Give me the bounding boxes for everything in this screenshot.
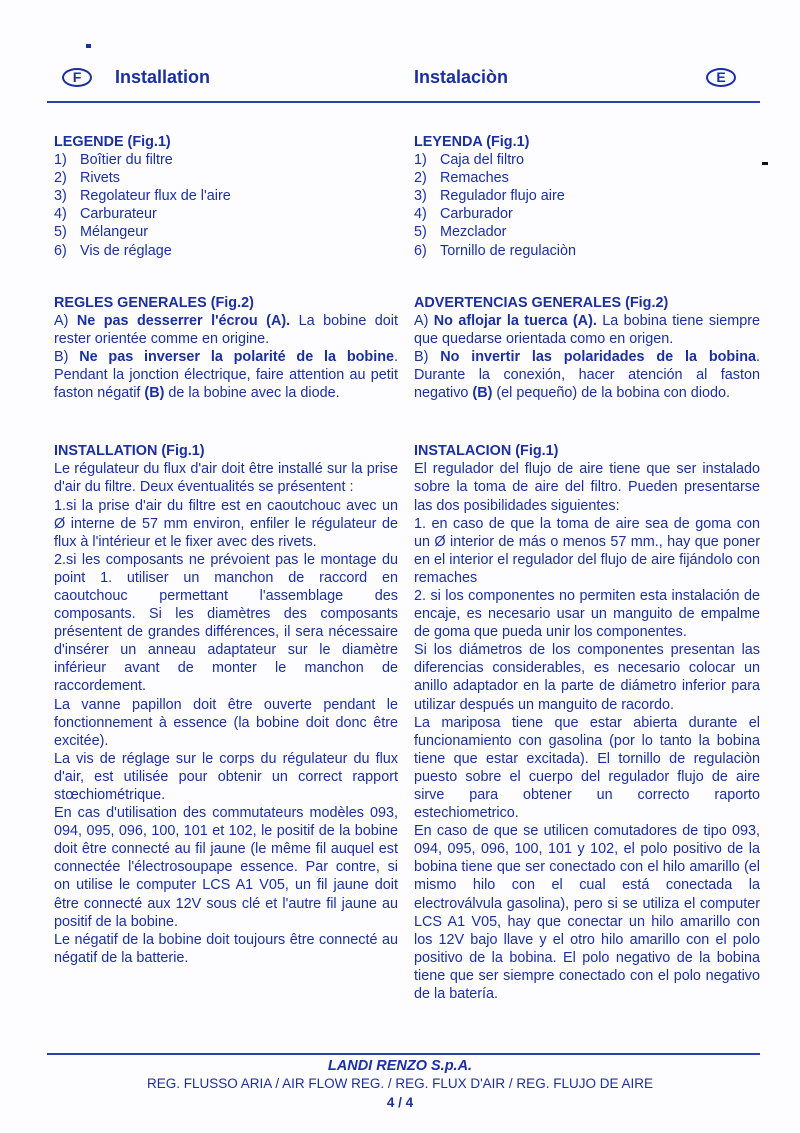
install-paragraph: Le négatif de la bobine doit toujours être connecté au négatif de la batterie. bbox=[54, 931, 398, 966]
install-title-es: INSTALACION (Fig.1) bbox=[414, 443, 559, 460]
legend-item: 6) Tornillo de regulaciòn bbox=[414, 242, 576, 259]
rules-title-fr: REGLES GENERALES (Fig.2) bbox=[54, 294, 254, 311]
install-paragraph: En cas d'utilisation des commutateurs modèles 093, 094, 095, 096, 100, 101 et 102, le positif de la bobine doit être connecté au fil jaune (le même fil auquel est connectée l'électrosoupape essence. Par contre, si on utilise le computer LCS A1 V05, un fil jaune doit être connecté aux 12V sous clé et l'autre fil jaune au positif de la bobine. bbox=[54, 805, 398, 930]
lang-badge-fr: F bbox=[62, 68, 92, 87]
legend-title-fr: LEGENDE (Fig.1) bbox=[54, 134, 171, 150]
legend-list-fr bbox=[54, 151, 398, 260]
legend-item: 3) Regulador flujo aire bbox=[414, 188, 565, 205]
install-paragraph: 1. en caso de que la toma de aire sea de goma con un Ø interior de más o menos 57 mm., hay que poner en el interior el regulador del flujo de aire fijándolo con remaches bbox=[414, 515, 760, 586]
install-paragraph: El regulador del flujo de aire tiene que ser instalado sobre la toma de aire del filtro. Pueden presentarse las dos posibilidades siguientes: bbox=[414, 461, 760, 514]
install-paragraph: La mariposa tiene que estar abierta durante el funcionamiento con gasolina (por lo tanto la bobina tiene que estar excitada). El tornillo de regulaciòn puesto sobre el cuerpo del regulador flujo de aire sirve para obtener un correcto raporto estechiometrico. bbox=[414, 714, 760, 822]
legend-item: 4) Carburateur bbox=[54, 206, 157, 223]
legend-item: 2) Remaches bbox=[414, 170, 509, 187]
install-title-fr: INSTALLATION (Fig.1) bbox=[54, 443, 205, 460]
install-paragraph: Le régulateur du flux d'air doit être installé sur la prise d'air du filtre. Deux éventualités se présentent : bbox=[54, 461, 398, 496]
legend-title-es: LEYENDA (Fig.1) bbox=[414, 134, 530, 150]
show-through bbox=[250, 70, 400, 90]
legend-item: 6) Vis de réglage bbox=[54, 242, 172, 259]
legend-item: 4) Carburador bbox=[414, 206, 513, 223]
header-divider bbox=[47, 101, 760, 103]
install-paragraph: Si los diámetros de los componentes presentan las diferencias considerables, es necesario colocar un anillo adaptador en la parte de diámetro inferior para utilizar después un manguito de racordo. bbox=[414, 642, 760, 713]
ink-mark bbox=[762, 162, 768, 165]
legend-item: 1) Caja del filtro bbox=[414, 152, 524, 169]
page-number: 4 / 4 bbox=[386, 1095, 414, 1110]
legend-item: 1) Boîtier du filtre bbox=[54, 152, 173, 169]
section-title-fr: Installation bbox=[115, 67, 211, 87]
rule-a-es: A) No aflojar la tuerca (A). La bobina tiene siempre que quedarse orientada como en origen. bbox=[414, 312, 761, 347]
rule-a-fr: A) Ne pas desserrer l'écrou (A). La bobine doit rester orientée comme en origine. bbox=[54, 312, 398, 347]
company-name: LANDI RENZO S.p.A. bbox=[327, 1058, 473, 1074]
rule-b-fr: B) Ne pas inverser la polarité de la bobine. Pendant la jonction électrique, faire attention au petit faston négatif (B) de la bobine avec la diode. bbox=[54, 348, 398, 402]
column-french bbox=[54, 128, 398, 967]
install-paragraph: En caso de que se utilicen comutadores de tipo 093, 094, 095, 096, 100, 101 y 102, el polo positivo de la bobina tiene que ser conectado con el hilo amarillo (el mismo hilo con el cual está conectada la electroválvula gasolina), pero si se utiliza el computer LCS A1 V05, hay que conectar un hilo amarillo con los 12V bajo llave y el otro hilo amarillo con el polo positivo de la bobina. El polo negativo de la bobina tiene que ser siempre conectado con el polo negativo de la batería. bbox=[414, 823, 760, 1003]
legend-item: 5) Mezclador bbox=[414, 224, 507, 241]
install-paragraph: La vis de réglage sur le corps du régulateur du flux d'air, est utilisée pour obtenir un correct rapport stœchiométrique. bbox=[54, 750, 398, 803]
legend-item: 5) Mélangeur bbox=[54, 224, 148, 241]
ink-dot bbox=[86, 44, 91, 48]
install-paragraph: 2. si los componentes no permiten esta instalación de encaje, es necesario usar un manguito de empalme de goma que pueda unir los componentes. bbox=[414, 587, 760, 641]
install-paragraph: 2.si les composants ne prévoient pas le montage du point 1. utiliser un manchon de raccord en caoutchouc permettant l'assemblage des composants. Si les diamètres des composants présentent de grandes différences, il sera nécessaire d'insérer un anneau adaptateur sur le diamètre inférieur avant de monter le manchon de raccordement. bbox=[54, 551, 398, 695]
rules-title-es: ADVERTENCIAS GENERALES (Fig.2) bbox=[414, 294, 669, 311]
rule-b-es: B) No invertir las polaridades de la bobina. Durante la conexión, hacer atención al faston negativo (B) (el pequeño) de la bobina con diodo. bbox=[414, 348, 760, 402]
legend-item: 2) Rivets bbox=[54, 170, 120, 187]
section-title-es: Instalaciòn bbox=[414, 67, 509, 87]
legend-list-es bbox=[414, 151, 760, 260]
column-spanish bbox=[414, 128, 760, 1003]
footer-divider bbox=[47, 1053, 760, 1055]
install-paragraph: 1.si la prise d'air du filtre est en caoutchouc avec un Ø interne de 57 mm environ, enfiler le régulateur de flux à l'intérieur et le fixer avec des rivets. bbox=[54, 497, 398, 550]
install-paragraph: La vanne papillon doit être ouverte pendant le fonctionnement à essence (la bobine doit donc être excitée). bbox=[54, 696, 398, 749]
lang-badge-es: E bbox=[706, 68, 736, 87]
product-reg-line: REG. FLUSSO ARIA / AIR FLOW REG. / REG. FLUX D'AIR / REG. FLUJO DE AIRE bbox=[147, 1076, 653, 1091]
legend-item: 3) Regolateur flux de l'aire bbox=[54, 188, 231, 205]
